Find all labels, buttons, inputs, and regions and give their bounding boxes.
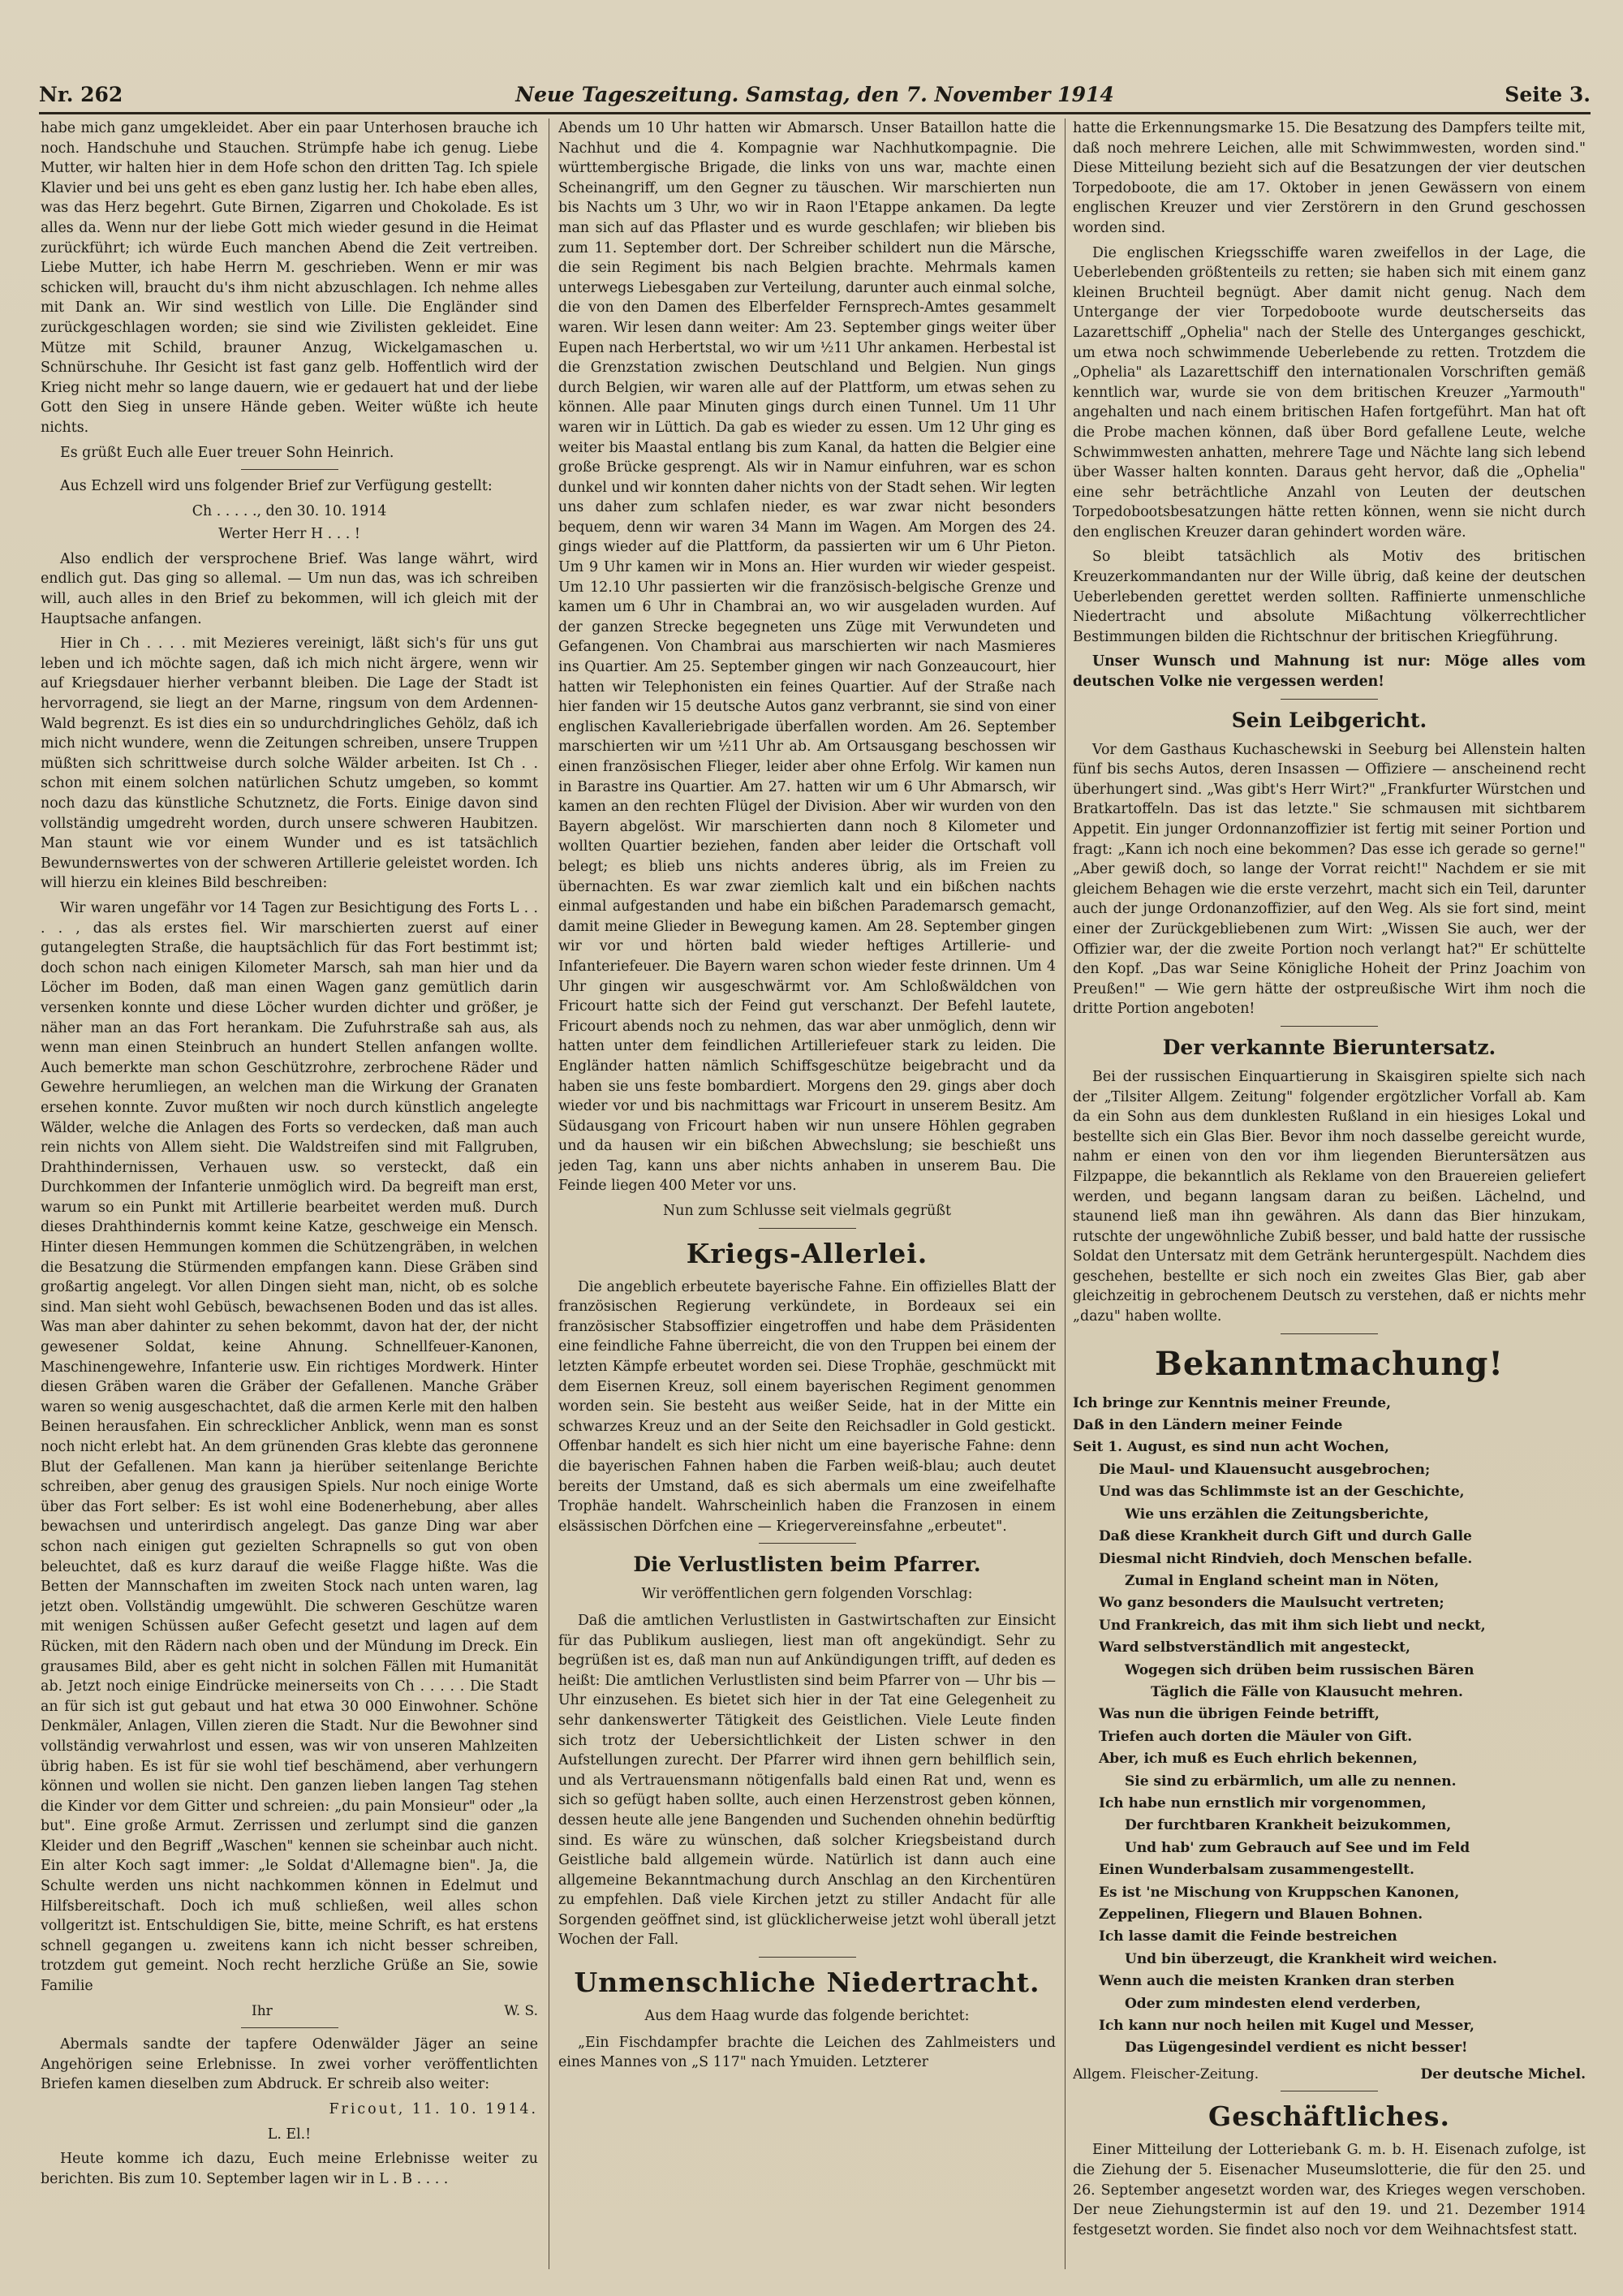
separator-rule — [759, 1228, 856, 1229]
separator-rule — [1281, 1026, 1378, 1027]
poem-author: Der deutsche Michel. — [1420, 2066, 1586, 2083]
letter-salutation: Werter Herr H . . . ! — [218, 526, 360, 543]
letter-paragraph: Wir waren ungefähr vor 14 Tagen zur Besichtigung des Forts L . . . . , das als erstes fiel. Wir marschierten zuerst auf einer gutangelegten Straße, die hauptsächlich für das Fort bestimmt ist; doch schon nach einigen Kilometer Marsch, sah man hier und da Löcher im Boden, daß man einen Wagen ganz gemütlich darin versenken konnte und diese Löcher wurden dichter und größer, je näher man an das Fort herankam. Die Zufuhrstraße sah aus, als wenn man einen Steinbruch an hundert Stellen anfangen wollte. Auch bemerkte man schon Geschützrohre, zerbrochene Räder und Gewehre herumliegen, an welchen man die Wirkung der Granaten ersehen konnte. Zuvor mußten wir noch durch künstlich angelegte Wälder, welche die Anlagen des Forts so verdecken, daß man auch rein nichts von Allem sieht. Die Waldstreifen sind mit Fallgruben, Drahthindernissen, Verhauen usw. so versteckt, daß ein Durchkommen der Infanterie unmöglich wird. Da begreift man erst, warum so ein Punkt mit Artillerie bearbeitet werden muß. Durch dieses Drahthindernis kommt keine Katze, geschweige ein Mensch. Hinter diesen Hemmungen kommen die Schützengräben, in welchen die Besatzung die Stürmenden empfangen kann. Diese Gräben sind großartig angelegt. Vor allen Dingen sieht man, nicht, ob es solche sind. Man sieht wohl Gebüsch, bewachsenen Boden und das ist alles. Was man aber dahinter zu sehen bekommt, davon hat der, der nicht gewesener Soldat, keine Ahnung. Schnellfeuer-Kanonen, Maschinengewehre, Infanterie usw. Ein richtiges Mordwerk. Hinter diesen Gräben waren die Gräber der Gefallenen. Manche Gräber waren so wenig ausgeschachtet, daß die armen Kerle mit den halben Beinen herausfahen. Ein schrecklicher Anblick, wenn man es sonst noch nicht erlebt hat. An dem grünenden Gras klebte das geronnene Blut der Gefallenen. Man kann ja hierüber seitenlange Berichte schreiben, aber genug des grausigen Spiels. Nur noch einige Worte über das Fort selber: Es ist wohl eine Bodenerhebung, aber alles bewachsen und unterirdisch angelegt. Das ganze Ding war aber schon nach einigen gut gezielten Schrapnells so gut von oben beleuchtet, daß es kurz darauf die weiße Flagge hißte. Was die Betten der Mannschaften im zweiten Stock nach unten waren, lag jetzt oben. Vollständig umgewühlt. Die schweren Geschütze waren mit wenigen Schüssen außer Gefecht gesetzt und lagen auf dem Rücken, mit den Rädern nach oben und der Mündung im Dreck. Ein grausames Bild, aber es geht nicht in solchen Fällen mit Humanität ab. Jetzt noch einige Eindrücke meinerseits von Ch . . . . . Die Stadt an für sich ist gut gebaut und hat etwa 30 000 Einwohner. Schöne Denkmäler, Anlagen, Villen zieren die Stadt. Nur die Bewohner sind vollständig verwahrlost und essen, was wir von unseren Mahlzeiten übrig haben. Es ist für sie wohl tief beschämend, aber verhungern können und wollen sie nicht. Den ganzen lieben langen Tag stehen die Kinder vor dem Gitter und schreien: „du pain Monsieur" oder „la but". Eine große Armut. Zerrissen und zerlumpt sind die ganzen Kleider und den Begriff „Waschen" kennen sie scheinbar auch nicht. Ein alter Koch sagt immer: „le Soldat d'Allemagne bien". Ja, die Schulte werden uns nicht nachkommen können in Edelmut und Hilfsbereitschaft. Doch ich muß schließen, weil alles schon vollgeritzt ist. Entschuldigen Sie, bitte, meine Schrift, es hat erstens schnell gegangen u. zweitens kann ich nicht besser schreiben, trotzdem gut gemeint. Noch recht herzliche Grüße an Sie, sowie Familie — [41, 899, 538, 1995]
poem-line: Sie sind zu erbärmlich, um alle zu nennen. — [1125, 1773, 1457, 1790]
letter-address: L. El.! — [267, 2126, 312, 2143]
poem-line: Und hab' zum Gebrauch auf See und im Feld — [1125, 1839, 1470, 1856]
poem-line: Es ist 'ne Mischung von Kruppschen Kanonen, — [1099, 1884, 1460, 1901]
separator-rule — [759, 1543, 856, 1544]
article-lead: Aus dem Haag wurde das folgende berichtet: — [644, 2008, 970, 2025]
letter-signature — [41, 2001, 538, 2022]
poem-line: Was nun die übrigen Feinde betrifft, — [1099, 1706, 1380, 1723]
newspaper-title: Neue Tageszeitung. Samstag, den 7. November 1914 — [515, 83, 1114, 106]
letter-greeting: Es grüßt Euch alle Euer treuer Sohn Heinrich. — [60, 444, 394, 461]
poem-line: Daß in den Ländern meiner Feinde — [1073, 1417, 1343, 1434]
poem-line: Täglich die Fälle von Klausucht mehren. — [1151, 1683, 1463, 1700]
poem-line: Diesmal nicht Rindvieh, doch Menschen befalle. — [1099, 1550, 1473, 1567]
signature-initials: W. S. — [504, 2002, 538, 2019]
poem-line: Zeppelinen, Fliegern und Blauen Bohnen. — [1099, 1906, 1423, 1923]
poem-line: Oder zum mindesten elend verderben, — [1125, 1995, 1421, 2012]
poem-line: Der furchtbaren Krankheit beizukommen, — [1125, 1817, 1452, 1834]
separator-rule — [241, 2027, 338, 2028]
headline-kriegs-allerlei: Kriegs-Allerlei. — [686, 1237, 928, 1269]
poem-source: Allgem. Fleischer-Zeitung. — [1073, 2066, 1259, 2083]
poem-line: Wogegen sich drüben beim russischen Bären — [1125, 1661, 1474, 1678]
poem-line: Wenn auch die meisten Kranken dran sterben — [1099, 1973, 1455, 1990]
page-number: Seite 3. — [1505, 83, 1591, 106]
poem-line: Seit 1. August, es sind nun acht Wochen, — [1073, 1439, 1389, 1456]
poem-line: Einen Wunderbalsam zusammengestellt. — [1099, 1862, 1414, 1879]
issue-number: Nr. 262 — [39, 83, 123, 106]
separator-rule — [1281, 1333, 1378, 1334]
column-2 — [558, 118, 1056, 2269]
article-paragraph: „Ein Fischdampfer brachte die Leichen des Zahlmeisters und eines Mannes von „S 117" nach Ymuiden. Letzterer — [558, 2034, 1056, 2071]
poem-line: Ich kann nur noch heilen mit Kugel und Messer, — [1099, 2018, 1474, 2035]
article-paragraph: Abends um 10 Uhr hatten wir Abmarsch. Unser Bataillon hatte die Nachhut und die 4. Kompagnie war Nachhutkompagnie. Die württembergische Brigade, die links von uns war, machte einen Scheinangriff, um den Gegner zu täuschen. Wir marschierten nun bis Nachts um 3 Uhr, wo wir in Raon l'Etappe ankamen. Da legte man sich auf das Pflaster und es wurde geschlafen; wir blieben bis zum 11. September dort. Der Schreiber schildert nun die Märsche, die sein Regiment bis nach Belgien brachte. Mehrmals kamen unterwegs Liebesgaben zur Verteilung, darunter auch einmal solche, die von den Damen des Elberfelder Fernsprech-Amtes gesammelt waren. Wir lesen dann weiter: Am 23. September gings weiter über Eupen nach Herbertstal, wo wir um ½11 Uhr ankamen. Herbestal ist die Grenzstation zwischen Deutschland und Belgien. Nun gings durch Belgien, wir waren alle auf der Plattform, um etwas sehen zu können. Alle paar Minuten gings durch einen Tunnel. Um 11 Uhr waren wir in Lüttich. Da gab es wieder zu essen. Um 12 Uhr ging es weiter bis Maastal entlang bis zum Kanal, da hatten die Belgier eine große Brücke gesprengt. Als wir in Namur einfuhren, war es schon dunkel und wir konnten daher nichts von der Stadt sehen. Wir legten uns daher zum schlafen nieder, es war zwar nicht besonders bequem, denn wir waren 34 Mann im Wagen. Am Morgen des 24. gings wieder auf die Plattform, da passierten wir um 6 Uhr Pieton. Um 9 Uhr kamen wir in Mons an. Hier wurden wir wieder gespeist. Um 12.10 Uhr passierten wir die französisch-belgische Grenze und kamen um 6 Uhr in Chambrai an, wo wir ausgeladen wurden. Auf der ganzen Strecke begegneten uns Züge mit Verwundeten und Gefangenen. Von Chambrai aus marschierten wir nach Masmieres ins Quartier. Am 25. September gingen wir nach Gonzeaucourt, hier hatten wir Telephonisten ein feines Quartier. Auf der Straße nach hier fanden wir 15 deutsche Autos ganz verbrannt, sie sind von einer englischen Kavalleriebrigade überfallen worden. Am 26. September marschierten wir um ½11 Uhr ab. Am Ortsausgang beschossen wir einen französischen Flieger, leider aber ohne Erfolg. Wir kamen nun in Barastre ins Quartier. Am 27. hatten wir um 6 Uhr Abmarsch, wir kamen an den rechten Flügel der Division. Aber wir wurden von den Bayern abgelöst. Wir marschierten dann noch 8 Kilometer und wollten Quartier beziehen, fanden aber leider die Ortschaft voll belegt; es blieb uns nichts anderes übrig, als im Freien zu übernachten. Es war zwar ziemlich kalt und ein bißchen nachts einmal aufgestanden und habe ein bißchen Parademarsch gemacht, damit meine Glieder in Bewegung kamen. Am 28. September gingen wir vor und hörten bald wieder heftiges Artillerie- und Infanteriefeuer. Die Bayern waren schon wieder feste drinnen. Um 4 Uhr gingen wir ausgeschwärmt vor. Am Schloßwäldchen von Fricourt hatte sich der Feind gut verschanzt. Der Befehl lautete, Fricourt abends noch zu nehmen, das war aber unmöglich, denn wir hatten unter dem feindlichen Artilleriefeuer stark zu leiden. Die Engländer hatten nämlich Schiffsgeschütze beigebracht und da haben sie uns feste bombardiert. Morgens den 29. gings aber doch wieder vor und bis nachmittags war Fricourt in unserem Besitz. Am Südausgang von Fricourt haben wir nun unsere Höhlen gegraben und da hausen wir ein bißchen Abwechslung; sie beschießt uns jeden Tag, kann uns aber nichts anhaben in unserem Bau. Die Feinde liegen 400 Meter vor uns. — [558, 120, 1056, 1195]
separator-rule — [1281, 699, 1378, 700]
poem-line: Ich habe nun ernstlich mir vorgenommen, — [1099, 1794, 1427, 1811]
article-paragraph: Daß die amtlichen Verlustlisten in Gastwirtschaften zur Einsicht für das Publikum ausliegen, liest man oft angekündigt. Sehr zu begrüßen ist es, daß man nun auf Ankündigungen trifft, auf deden es heißt: Die amtlichen Verlustlisten sind beim Pfarrer von — Uhr bis — Uhr einzusehen. Es bietet sich hier in der Tat eine Gelegenheit zu sehr dankenswerter Tätigkeit des Geistlichen. Viele Leute finden sich trotz der Uebersichtlichkeit der Listen schwer in den Aufstellungen zurecht. Der Pfarrer wird ihnen gern behilflich sein, und als Vertrauensmann nötigenfalls bald einen Rat und, wenn es sich so gefügt haben sollte, auch einen Herzenstrost geben können, dessen heute alle jene Bangenden und Suchenden ohnehin bedürftig sind. Es wäre zu wünschen, daß solcher Kriegsbeistand durch Geistliche bald allgemein würde. Natürlich ist dann auch eine allgemeine Bekanntmachung durch Anschlag an den Kirchentüren zu empfehlen. Daß viele Kirchen jetzt zu stiller Andacht für alle Sorgenden geöffnet sind, ist glücklicherweise jetzt wohl überall jetzt Wochen der Fall. — [558, 1612, 1056, 1949]
headline-leibgericht: Sein Leibgericht. — [1231, 708, 1427, 732]
poem-line: Das Lügengesindel verdient es nicht besser! — [1125, 2040, 1468, 2057]
article-paragraph: Bei der russischen Einquartierung in Skaisgiren spielte sich nach der „Tilsiter Allgem. Zeitung" folgender ergötzlicher Vorfall ab. Kam da ein Sohn aus dem dunklesten Rußland in ein hiesiges Lokal und bestellte sich ein Glas Bier. Bevor ihm noch dasselbe gereicht wurde, nahm er einen von den vor ihm liegenden Bieruntersätzen aus Filzpappe, die bekanntlich als Reklame von den Brauereien geliefert werden, und begann langsam daran zu beißen. Lächelnd, und staunend ließ man ihn gewähren. Als dann das Bier hinzukam, rutschte der ungewöhnliche Zubiß besser, und bald hatte der russische Soldat den Untersatz mit dem Getränk heruntergespült. Nachdem dies geschehen, bestellte er sich noch ein zweites Glas Bier, gab aber gleichzeitig in gebrochenem Deutsch zu verstehen, daß er nichts mehr „dazu" haben wollte. — [1073, 1068, 1586, 1325]
article-paragraph: Unser Wunsch und Mahnung ist nur: Möge alles vom deutschen Volke nie vergessen werden! — [1073, 653, 1586, 691]
article-paragraph: hatte die Erkennungsmarke 15. Die Besatzung des Dampfers teilte mit, daß noch mehrere Leichen, alle mit Schwimmwesten, worden sind." Diese Mitteilung bezieht sich auf die Besatzungen der vier deutschen Torpedoboote, die am 17. Oktober in jenen Gewässern von einem englischen Kreuzer und vier Zerstörern in den Grund geschossen worden sind. — [1073, 120, 1586, 236]
letter-closing: Nun zum Schlusse seit vielmals gegrüßt — [663, 1203, 951, 1220]
column-3 — [1073, 118, 1586, 2269]
poem-line: Und was das Schlimmste ist an der Geschichte, — [1099, 1484, 1465, 1501]
article-paragraph: Einer Mitteilung der Lotteriebank G. m. b. H. Eisenach zufolge, ist die Ziehung der 5. Eisenacher Museumslotterie, die für den 25. und 26. September angesetzt worden war, des Krieges wegen verschoben. Der neue Ziehungstermin ist auf den 19. und 21. Dezember 1914 festgesetzt worden. Sie findet also noch vor dem Weihnachtsfest statt. — [1073, 2142, 1586, 2238]
letter-date: Ch . . . . ., den 30. 10. 1914 — [192, 502, 387, 519]
article-paragraph: Abermals sandte der tapfere Odenwälder Jäger an seine Angehörigen seine Erlebnisse. In zwei vorher veröffentlichten Briefen kamen dieselben zum Abdruck. Er schreib also weiter: — [41, 2036, 538, 2093]
masthead — [39, 80, 1591, 114]
poem-line: Die Maul- und Klauensucht ausgebrochen; — [1099, 1461, 1431, 1478]
separator-rule — [241, 469, 338, 470]
headline-unmenschliche-niedertracht: Unmenschliche Niedertracht. — [574, 1966, 1040, 1999]
poem-line: Und bin überzeugt, die Krankheit wird weichen. — [1125, 1950, 1497, 1967]
article-paragraph: So bleibt tatsächlich als Motiv des britischen Kreuzerkommandanten nur der Wille übrig, daß keine der deutschen Ueberlebenden gerettet werden sollten. Raffinierte unmenschliche Niedertracht und absolute Mißachtung völkerrechtlicher Bestimmungen bilden die Richtschnur der britischen Kriegführung. — [1073, 549, 1586, 645]
letter-intro: Aus Echzell wird uns folgender Brief zur Verfügung gestellt: — [60, 478, 493, 495]
poem-line: Triefen auch dorten die Mäuler von Gift. — [1099, 1728, 1413, 1745]
letter-paragraph: habe mich ganz umgekleidet. Aber ein paar Unterhosen brauche ich noch. Handschuhe und Stauchen. Strümpfe habe ich genug. Liebe Mutter, wir halten hier in dem Hofe schon den dritten Tag. Ich spiele Klavier und bei uns geht es eben ganz lustig her. Ich habe eben alles, was das Herz begehrt. Gute Birnen, Zigarren und Chokolade. Es ist alles da. Wenn nur der liebe Gott mich wieder gesund in die Heimat zurückführt; ich würde Euch manchen Abend die Zeit vertreiben. Liebe Mutter, ich habe Herrn M. geschrieben. Wenn er mir was schicken will, braucht du's ihm nicht abzuschlagen. Ich nehme alles mit Dank an. Wir sind westlich von Lille. Die Engländer sind zurückgeschlagen worden; sie sind wie Zivilisten gekleidet. Eine Mütze mit Schild, brauner Anzug, Wickelgamaschen u. Schnürschuhe. Ihr Gesicht ist fast ganz gelb. Hoffentlich wird der Krieg nicht mehr so lange dauern, wie er gedauert hat und der liebe Gott den Sieg in unsere Hände geben. Weiter wüßte ich heute nichts. — [41, 120, 538, 436]
letter-paragraph: Hier in Ch . . . . mit Mezieres vereinigt, läßt sich's für uns gut leben und ich möchte sagen, daß ich mich nicht ärgere, wenn wir auf Kriegsdauer hierher verbannt bleiben. Die Lage der Stadt ist hervorragend, sie liegt an der Marne, ringsum von dem Ardennen-Wald begrenzt. Es ist dies ein so undurchdringliches Gehölz, daß ich mich nicht wundere, wenn die Zeitungen schreiben, unsere Truppen müßten sich schrittweise durch solche Wälder arbeiten. Ist Ch . . schon mit einem solchen natürlichen Schutz umgeben, so kommt noch dazu das künstliche Schutznetz, die Forts. Einige davon sind vollständig umgedreht worden, durch unsere schweren Haubitzen. Man staunt wie vor einem Wunder und es ist tatsächlich Bewundernswertes von der schweren Artillerie geleistet worden. Ich will hierzu ein kleines Bild beschreiben: — [41, 635, 538, 892]
poem — [1073, 1393, 1586, 2060]
signature-ihr: Ihr — [252, 2002, 273, 2019]
poem-line: Aber, ich muß es Euch ehrlich bekennen, — [1099, 1751, 1418, 1768]
poem-line: Wie uns erzählen die Zeitungsberichte, — [1125, 1506, 1429, 1523]
column-1 — [41, 118, 538, 2269]
headline-bekanntmachung: Bekanntmachung! — [1155, 1344, 1504, 1383]
letter-place-date: Fricout, 11. 10. 1914. — [329, 2101, 538, 2117]
poem-line: Zumal in England scheint man in Nöten, — [1125, 1572, 1440, 1589]
poem-line: Und Frankreich, das mit ihm sich liebt und neckt, — [1099, 1617, 1486, 1634]
separator-rule — [759, 1957, 856, 1958]
article-paragraph: Vor dem Gasthaus Kuchaschewski in Seeburg bei Allenstein halten fünf bis sechs Autos, deren Insassen — Offiziere — anscheinend recht überhungert sind. „Was gibt's Herr Wirt?" „Frankfurter Würstchen und Bratkartoffeln. Das ist das letzte." Sie schmausen mit sichtbarem Appetit. Ein junger Ordonnanzoffizier ist fertig mit seiner Portion und fragt: „Kann ich noch eine bekommen? Das esse ich gerade so gerne!" „Aber gewiß doch, so lange der Vorrat reicht!" Nachdem er sie mit gleichem Behagen wie die erste verzehrt, macht sich ein Teil, darunter auch der junge Ordonanzoffizier, auf den Weg. Als sie fort sind, meint einer der Zurückgebliebenen zum Wirt: „Wissen Sie auch, wer der Offizier war, der die zweite Portion noch verlangt hat?" Er schüttelte den Kopf. „Das war Seine Königliche Hoheit der Prinz Joachim von Preußen!" — Wie gern hätte der ostpreußische Wirt ihm noch die dritte Portion angeboten! — [1073, 741, 1586, 1018]
headline-bieruntersatz: Der verkannte Bieruntersatz. — [1162, 1035, 1496, 1059]
letter-paragraph: Also endlich der versprochene Brief. Was lange währt, wird endlich gut. Das ging so allemal. — Um nun das, was ich schreiben will, auch alles in den Brief zu bekommen, will ich gleich mit der Hauptsache anfangen. — [41, 550, 538, 627]
article-paragraph: Die angeblich erbeutete bayerische Fahne. Ein offizielles Blatt der französischen Regierung verkündete, in Bordeaux sei ein französischer Stabsoffizier eingetroffen und habe dem Präsidenten eine feindliche Fahne überreicht, die von den Truppen bei einem der letzten Kämpfe erbeutet worden sei. Diese Trophäe, geschmückt mit dem Eisernen Kreuz, soll einem bayerischen Regiment genommen worden sein. Sie besteht aus weißer Seide, hat in der Mitte ein schwarzes Kreuz und an der Seite den Reichsadler in Gold gestickt. Offenbar handelt es sich hier nicht um eine bayerische Fahne: denn die bayerischen Fahnen haben die Farben weiß-blau; auch deutet bereits der Umstand, daß es sich abermals um eine zweifelhafte Trophäe handelt. Wahrscheinlich haben die Franzosen in einem elsässischen Dörfchen eine — Kriegervereinsfahne „erbeutet". — [558, 1278, 1056, 1535]
poem-line: Daß diese Krankheit durch Gift und durch Galle — [1099, 1528, 1472, 1545]
article-paragraph: Heute komme ich dazu, Euch meine Erlebnisse weiter zu berichten. Bis zum 10. September lagen wir in L . B . . . . — [41, 2151, 538, 2187]
poem-line: Ich bringe zur Kenntnis meiner Freunde, — [1073, 1394, 1392, 1411]
headline-geschaeftliches: Geschäftliches. — [1208, 2100, 1450, 2133]
poem-footer — [1073, 2065, 1586, 2085]
poem-line: Ward selbstverständlich mit angesteckt, — [1099, 1639, 1410, 1656]
article-paragraph: Die englischen Kriegsschiffe waren zweifellos in der Lage, die Ueberlebenden größtenteils zu retten; sie haben sich mit einem ganz kleinen Bruchteil begnügt. Aber damit nicht genug. Nach dem Untergange der vier Torpedoboote wurde deutscherseits das Lazarettschiff „Ophelia" nach der Stelle des Unterganges geschickt, um etwa noch schwimmende Ueberlebende zu retten. Trotzdem die „Ophelia" als Lazarettschiff den internationalen Vorschriften gemäß kenntlich war, wurde sie von dem britischen Kreuzer „Yarmouth" angehalten und nach einem britischen Hafen fortgeführt. Man hat oft die Probe machen können, daß über Bord gefallene Leute, welche Schwimmwesten anhatten, mehrere Tage und Nächte lang sich lebend über Wasser halten konnten. Daraus geht hervor, daß die „Ophelia" eine sehr beträchtliche Anzahl von Leuten der deutschen Torpedobootsbesatzungen hätte retten können, wenn sie nicht durch den englischen Kreuzer daran gehindert worden wäre. — [1073, 244, 1586, 541]
headline-verlustlisten: Die Verlustlisten beim Pfarrer. — [633, 1553, 981, 1577]
poem-line: Ich lasse damit die Feinde bestreichen — [1099, 1928, 1397, 1945]
poem-line: Wo ganz besonders die Maulsucht vertreten; — [1099, 1595, 1444, 1612]
article-lead: Wir veröffentlichen gern folgenden Vorschlag: — [641, 1586, 973, 1603]
